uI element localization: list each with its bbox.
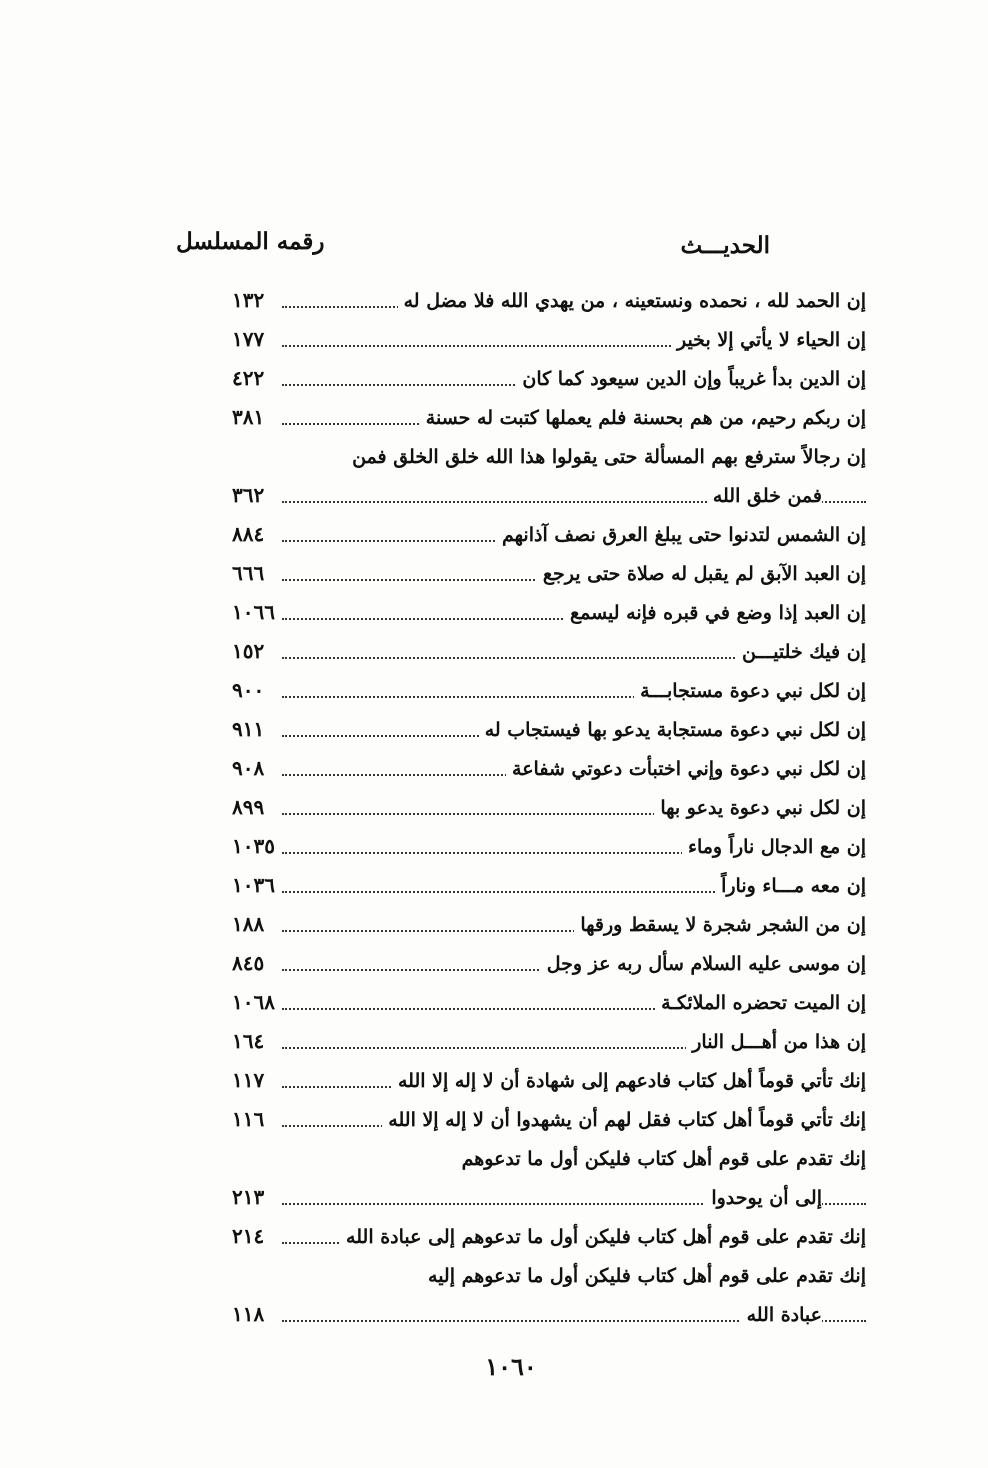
hadith-text: إن العبد إذا وضع في قبره فإنه ليسمع <box>564 602 866 624</box>
serial-number: ٤٢٢ <box>232 366 268 390</box>
index-entry <box>232 362 866 401</box>
page-footer <box>0 1352 988 1381</box>
serial-number: ١١٦ <box>232 1107 268 1131</box>
index-entry <box>232 440 866 479</box>
serial-number: ٢١٣ <box>232 1185 268 1209</box>
hadith-text: إن لكل نبي دعوة مستجابة يدعو بها فيستجاب له <box>479 719 866 741</box>
serial-number: ١٠٣٦ <box>232 873 279 897</box>
index-entry <box>232 323 866 362</box>
index-entry <box>232 1220 866 1259</box>
hadith-text: إن ربكم رحيم، من هم بحسنة فلم يعملها كتبت له حسنة <box>420 407 866 429</box>
hadith-text: إن هذا من أهـــل النار <box>686 1031 866 1053</box>
serial-number: ١١٨ <box>232 1302 268 1326</box>
index-entry <box>232 518 866 557</box>
serial-number: ١١٧ <box>232 1068 268 1092</box>
table-header <box>176 228 770 264</box>
index-entry <box>232 596 866 635</box>
hadith-text: إنك تأتي قوماً أهل كتاب فقل لهم أن يشهدوا أن لا إله إلا الله <box>382 1109 866 1131</box>
serial-number: ١٠٣٥ <box>232 834 279 858</box>
hadith-text: إنك تقدم على قوم أهل كتاب فليكن أول ما تدعوهم إلى عبادة الله <box>340 1226 866 1248</box>
hadith-text: عبادة الله <box>741 1304 822 1326</box>
serial-number: ٩٠٠ <box>232 678 268 702</box>
index-entry <box>232 1025 866 1064</box>
index-entry <box>232 1103 866 1142</box>
serial-number: ٨٩٩ <box>232 795 268 819</box>
hadith-text: إن الحياء لا يأتي إلا بخير <box>671 329 866 351</box>
index-entry <box>232 674 866 713</box>
hadith-text: إنك تأتي قوماً أهل كتاب فادعهم إلى شهادة أن لا إله إلا الله <box>392 1070 866 1092</box>
index-entry <box>232 635 866 674</box>
serial-number: ١٨٨ <box>232 912 268 936</box>
hadith-text: إن لكل نبي دعوة يدعو بها <box>654 797 866 819</box>
hadith-text: إلى أن يوحدوا <box>705 1187 822 1209</box>
serial-number: ٣٦٢ <box>232 483 268 507</box>
index-entry <box>232 713 866 752</box>
index-entry <box>232 479 866 518</box>
hadith-text: إن فيك خلتيـــن <box>736 641 866 663</box>
index-entry <box>232 401 866 440</box>
hadith-text: إن رجالاً سترفع بهم المسألة حتى يقولوا هذا الله خلق الخلق فمن <box>346 446 866 468</box>
serial-number: ٣٨١ <box>232 405 268 429</box>
serial-number: ١٥٢ <box>232 639 268 663</box>
hadith-text: فمن خلق الله <box>707 485 822 507</box>
hadith-heading: الحديـــث <box>680 232 770 259</box>
hadith-text: إن الحمد لله ، نحمده ونستعينه ، من يهدي الله فلا مضل له <box>398 290 866 312</box>
index-entry <box>232 752 866 791</box>
hadith-text: إن لكل نبي دعوة وإني اختبأت دعوتي شفاعة <box>506 758 866 780</box>
hadith-text: إن الميت تحضره الملائكـة <box>655 992 866 1014</box>
page-number: ١٠٦٠ <box>485 1352 537 1381</box>
index-entry <box>232 1142 866 1181</box>
index-entry <box>232 869 866 908</box>
hadith-text: إنك تقدم على قوم أهل كتاب فليكن أول ما تدعوهم <box>456 1148 866 1170</box>
index-entry <box>232 1064 866 1103</box>
hadith-index-list <box>232 284 866 1337</box>
index-entry <box>232 1259 866 1298</box>
serial-number: ٨٨٤ <box>232 522 268 546</box>
serial-number: ٨٤٥ <box>232 951 268 975</box>
serial-number: ٢١٤ <box>232 1224 268 1248</box>
serial-number: ١٧٧ <box>232 327 268 351</box>
serial-number: ١٣٢ <box>232 288 268 312</box>
serial-number-heading: رقمه المسلسل <box>176 228 325 255</box>
serial-number: ١٦٤ <box>232 1029 268 1053</box>
index-entry <box>232 557 866 596</box>
hadith-text: إن من الشجر شجرة لا يسقط ورقها <box>574 914 866 936</box>
serial-number: ٩١١ <box>232 717 268 741</box>
index-entry <box>232 830 866 869</box>
index-entry <box>232 908 866 947</box>
index-entry <box>232 947 866 986</box>
hadith-text: إن الشمس لتدنوا حتى يبلغ العرق نصف آذانهم <box>496 524 866 546</box>
hadith-text: إنك تقدم على قوم أهل كتاب فليكن أول ما تدعوهم إليه <box>422 1265 866 1287</box>
hadith-text: إن العبد الآبق لم يقبل له صلاة حتى يرجع <box>537 563 866 585</box>
hadith-text: إن معه مـــاء وناراً <box>715 875 866 897</box>
serial-number: ١٠٦٦ <box>232 600 279 624</box>
index-entry <box>232 1181 866 1220</box>
index-entry <box>232 1298 866 1337</box>
hadith-text: إن الدين بدأ غريباً وإن الدين سيعود كما كان <box>516 368 866 390</box>
serial-number: ١٠٦٨ <box>232 990 279 1014</box>
index-entry <box>232 284 866 323</box>
hadith-text: إن موسى عليه السلام سأل ربه عز وجل <box>541 953 866 975</box>
index-entry <box>232 986 866 1025</box>
hadith-text: إن لكل نبي دعوة مستجابـــة <box>634 680 866 702</box>
hadith-text: إن مع الدجال ناراً وماء <box>682 836 866 858</box>
serial-number: ٦٦٦ <box>232 561 268 585</box>
index-entry <box>232 791 866 830</box>
serial-number: ٩٠٨ <box>232 756 268 780</box>
